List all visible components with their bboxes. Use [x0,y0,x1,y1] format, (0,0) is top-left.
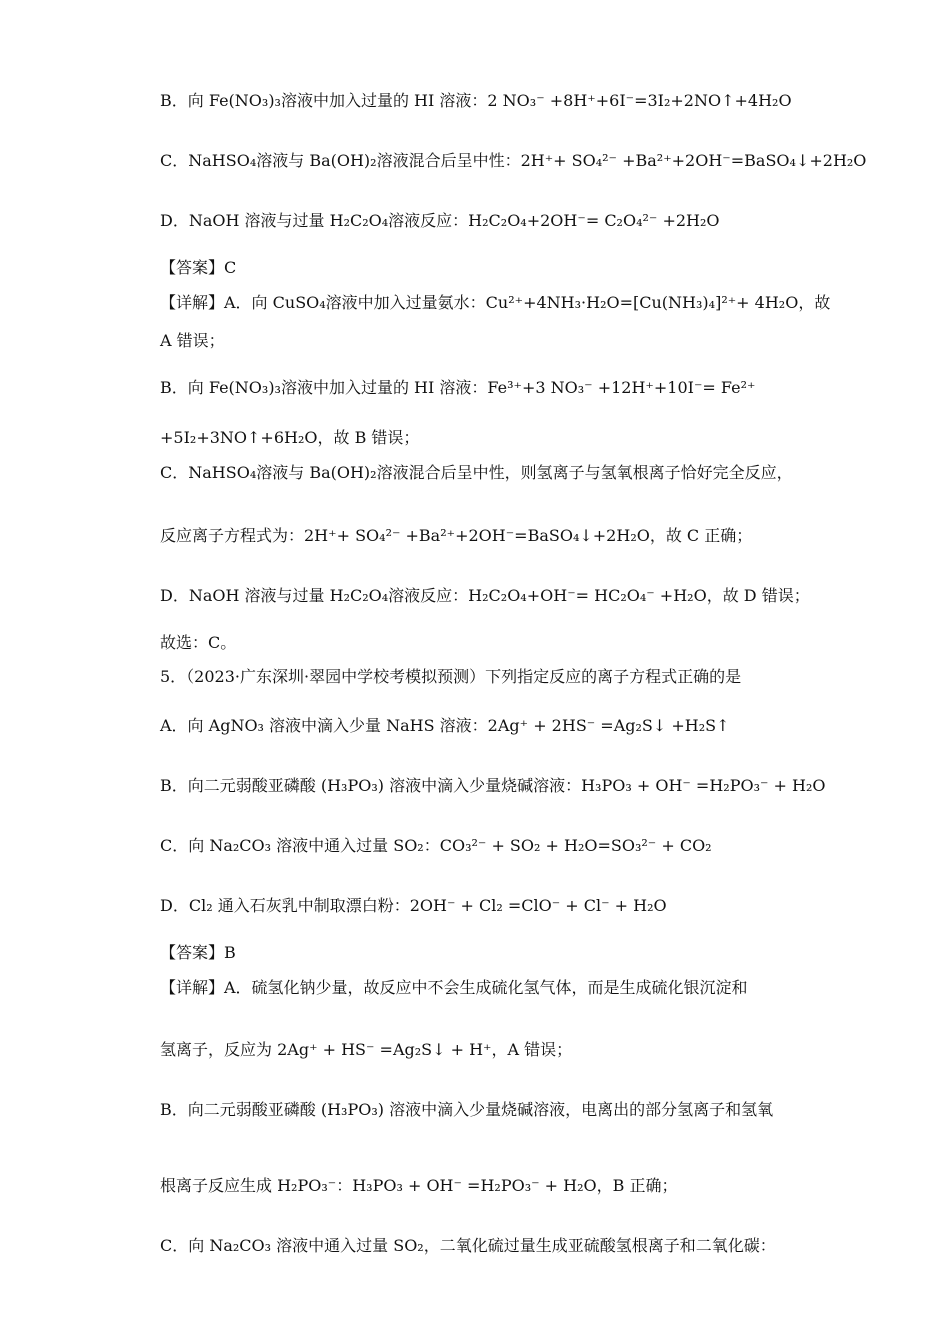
q5-option-b: B．向二元弱酸亚磷酸 (H₃PO₃) 溶液中滴入少量烧碱溶液：H₃PO₃ + OH⁻ =H₂PO₃⁻ + H₂O [160,776,826,795]
explanation-a-cont: A 错误； [160,331,225,350]
explanation-a-line: 【详解】A．向 CuSO₄溶液中加入过量氨水：Cu²⁺+4NH₃·H₂O=[Cu(NH₃)₄]²⁺+ 4H₂O，故 [160,293,831,312]
explanation-d-line: D．NaOH 溶液与过量 H₂C₂O₄溶液反应：H₂C₂O₄+OH⁻= HC₂O₄⁻ +H₂O，故 D 错误； [160,586,810,605]
q5-explanation-c: C．向 Na₂CO₃ 溶液中通入过量 SO₂，二氧化硫过量生成亚硫酸氢根离子和二氧化碳： [160,1236,776,1255]
explanation-c-line: C．NaHSO₄溶液与 Ba(OH)₂溶液混合后呈中性，则氢离子与氢氧根离子恰好完全反应， [160,463,793,482]
q5-answer-label: 【答案】B [160,943,236,962]
q5-explanation-a: 【详解】A．硫氢化钠少量，故反应中不会生成硫化氢气体，而是生成硫化银沉淀和 [160,978,748,997]
option-b-line: B．向 Fe(NO₃)₃溶液中加入过量的 HI 溶液：2 NO₃⁻ +8H⁺+6I⁻=3I₂+2NO↑+4H₂O [160,91,792,110]
conclusion-line: 故选：C。 [160,633,237,652]
q5-option-d: D．Cl₂ 通入石灰乳中制取漂白粉：2OH⁻ + Cl₂ =ClO⁻ + Cl⁻ + H₂O [160,896,667,915]
option-c-line: C．NaHSO₄溶液与 Ba(OH)₂溶液混合后呈中性：2H⁺+ SO₄²⁻ +Ba²⁺+2OH⁻=BaSO₄↓+2H₂O [160,151,867,170]
q5-option-a: A．向 AgNO₃ 溶液中滴入少量 NaHS 溶液：2Ag⁺ + 2HS⁻ =Ag₂S↓ +H₂S↑ [160,716,730,735]
option-d-line: D．NaOH 溶液与过量 H₂C₂O₄溶液反应：H₂C₂O₄+2OH⁻= C₂O₄²⁻ +2H₂O [160,211,720,230]
explanation-b-line: B．向 Fe(NO₃)₃溶液中加入过量的 HI 溶液：Fe³⁺+3 NO₃⁻ +12H⁺+10I⁻= Fe²⁺ [160,378,756,397]
explanation-c-equation: 反应离子方程式为：2H⁺+ SO₄²⁻ +Ba²⁺+2OH⁻=BaSO₄↓+2H₂O，故 C 正确； [160,526,753,545]
q5-explanation-a-cont: 氢离子，反应为 2Ag⁺ + HS⁻ =Ag₂S↓ + H⁺，A 错误； [160,1040,573,1059]
q5-explanation-b-cont: 根离子反应生成 H₂PO₃⁻：H₃PO₃ + OH⁻ =H₂PO₃⁻ + H₂O，B 正确； [160,1176,678,1195]
question-5-stem: 5．（2023·广东深圳·翠园中学校考模拟预测）下列指定反应的离子方程式正确的是 [160,667,742,686]
answer-label: 【答案】C [160,258,237,277]
q5-option-c: C．向 Na₂CO₃ 溶液中通入过量 SO₂：CO₃²⁻ + SO₂ + H₂O=SO₃²⁻ + CO₂ [160,836,712,855]
q5-explanation-b: B．向二元弱酸亚磷酸 (H₃PO₃) 溶液中滴入少量烧碱溶液，电离出的部分氢离子和氢氧 [160,1100,774,1119]
explanation-b-cont: +5I₂+3NO↑+6H₂O，故 B 错误； [160,428,420,447]
